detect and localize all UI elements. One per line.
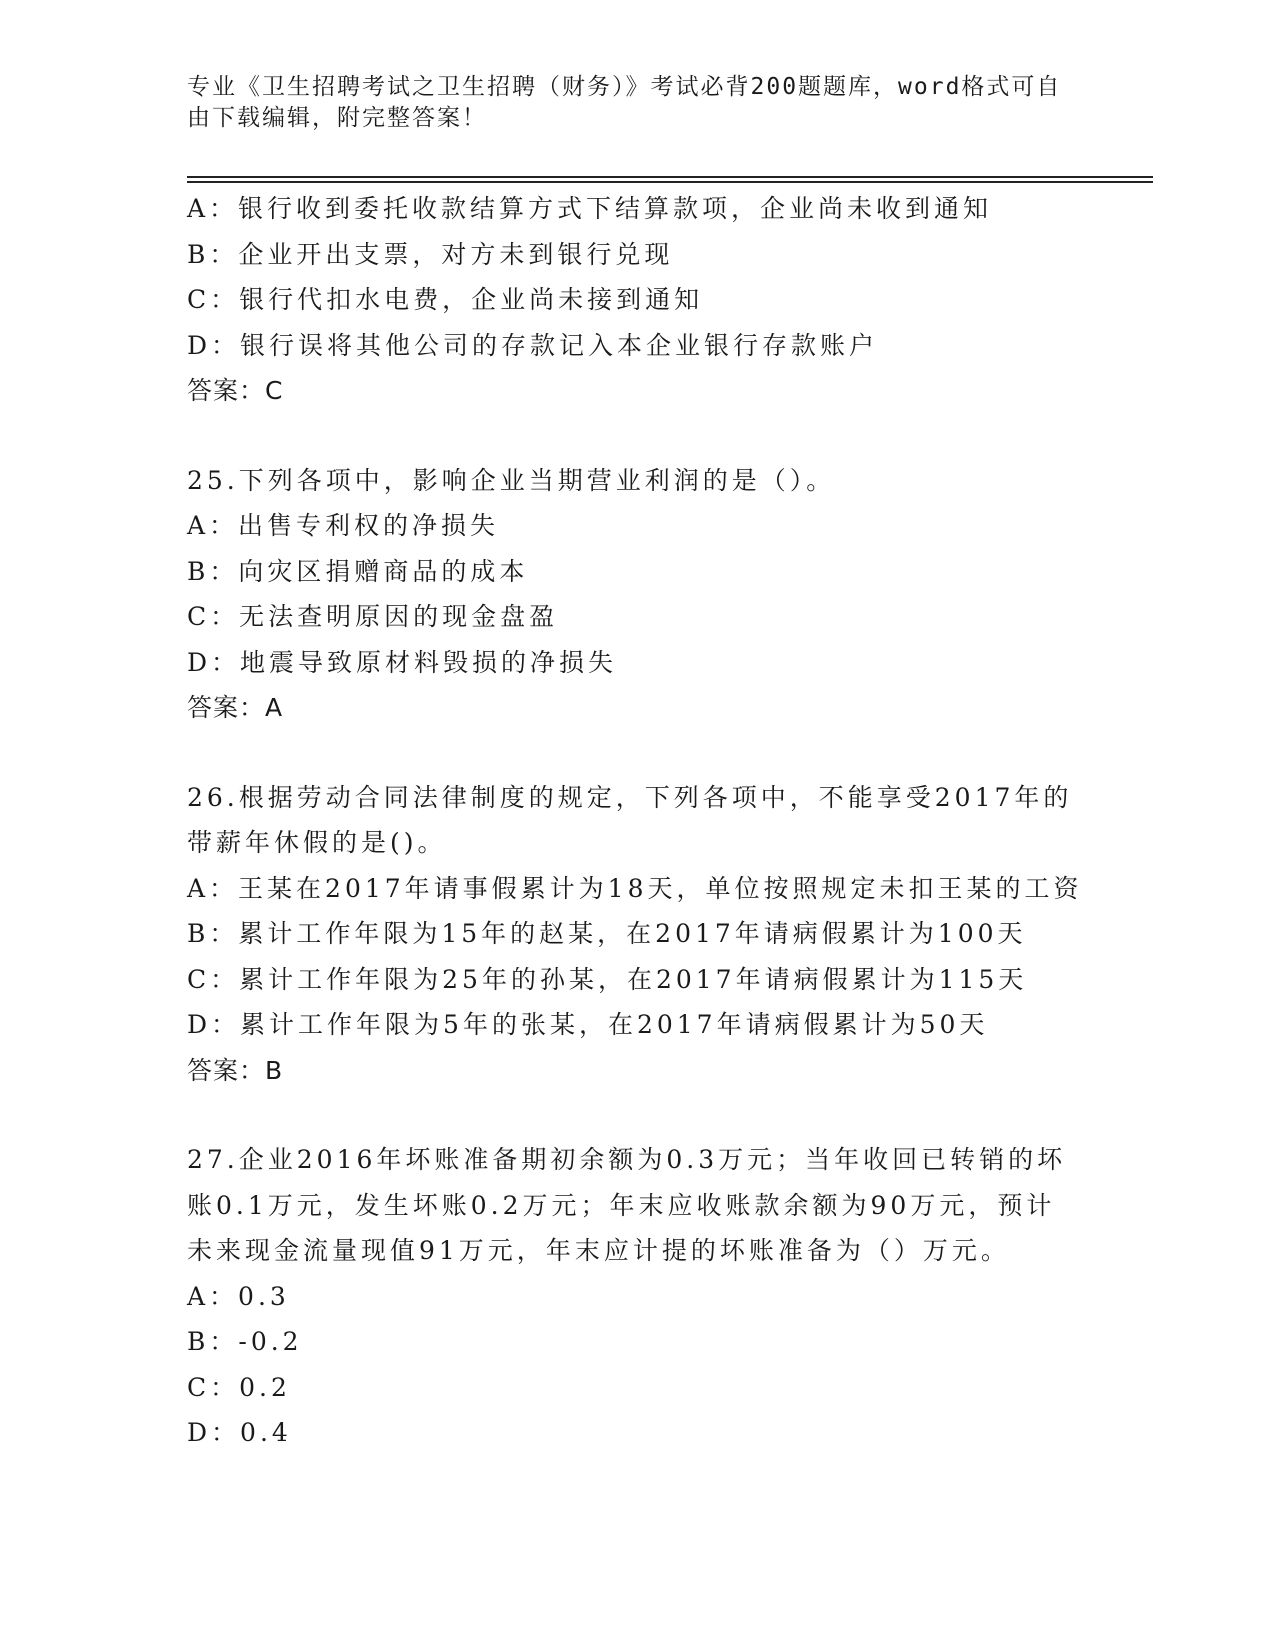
- option-d: D：0.4: [187, 1418, 292, 1447]
- option-a: A：出售专利权的净损失: [187, 511, 500, 540]
- answer: 答案：B: [187, 1055, 284, 1085]
- option-d: D：累计工作年限为5年的张某，在2017年请病假累计为50天: [187, 1010, 989, 1039]
- question-stem-line-2: 账0.1万元，发生坏账0.2万元；年末应收账款余额为90万元，预计: [187, 1190, 1056, 1220]
- option-d: D：地震导致原材料毁损的净损失: [187, 647, 618, 677]
- question-stem-line-2: 带薪年休假的是()。: [187, 828, 447, 857]
- option-c: C：银行代扣水电费，企业尚未接到通知: [187, 285, 704, 314]
- option-c: C：累计工作年限为25年的孙某，在2017年请病假累计为115天: [187, 964, 1028, 994]
- header-divider-top: [187, 176, 1153, 178]
- option-c: C：0.2: [187, 1372, 291, 1402]
- option-c: C：无法查明原因的现金盘盈: [187, 602, 559, 631]
- header-line-1: 专业《卫生招聘考试之卫生招聘（财务）》考试必背200题题库，word格式可自: [187, 74, 1062, 100]
- option-b: B：-0.2: [187, 1327, 303, 1356]
- question-stem: 25.下列各项中，影响企业当期营业利润的是（）。: [187, 465, 836, 495]
- question-stem-line-3: 未来现金流量现值91万元，年末应计提的坏账准备为（）万元。: [187, 1236, 1010, 1265]
- option-a: A：王某在2017年请事假累计为18天，单位按照规定未扣王某的工资: [187, 873, 1083, 903]
- option-b: B：企业开出支票，对方未到银行兑现: [187, 239, 674, 269]
- question-stem-line-1: 26.根据劳动合同法律制度的规定，下列各项中，不能享受2017年的: [187, 782, 1073, 812]
- option-d: D：银行误将其他公司的存款记入本企业银行存款账户: [187, 330, 879, 360]
- question-27: [187, 1137, 1087, 1456]
- document-body: [187, 186, 1087, 1456]
- answer: 答案：A: [187, 693, 284, 722]
- header-divider-bottom: [187, 181, 1153, 183]
- option-a: A：银行收到委托收款结算方式下结算款项，企业尚未收到通知: [187, 194, 993, 223]
- header-line-2: 由下载编辑，附完整答案！: [187, 105, 487, 131]
- spacer: [187, 1093, 1087, 1137]
- option-b: B：累计工作年限为15年的赵某，在2017年请病假累计为100天: [187, 919, 1027, 948]
- question-24: [187, 186, 1087, 414]
- question-25: [187, 458, 1087, 731]
- document-header: [187, 72, 1067, 134]
- question-stem-line-1: 27.企业2016年坏账准备期初余额为0.3万元；当年收回已转销的坏: [187, 1145, 1067, 1174]
- spacer: [187, 414, 1087, 458]
- question-26: [187, 775, 1087, 1094]
- spacer: [187, 731, 1087, 775]
- option-a: A：0.3: [187, 1281, 290, 1311]
- option-b: B：向灾区捐赠商品的成本: [187, 556, 529, 586]
- answer: 答案：C: [187, 376, 284, 405]
